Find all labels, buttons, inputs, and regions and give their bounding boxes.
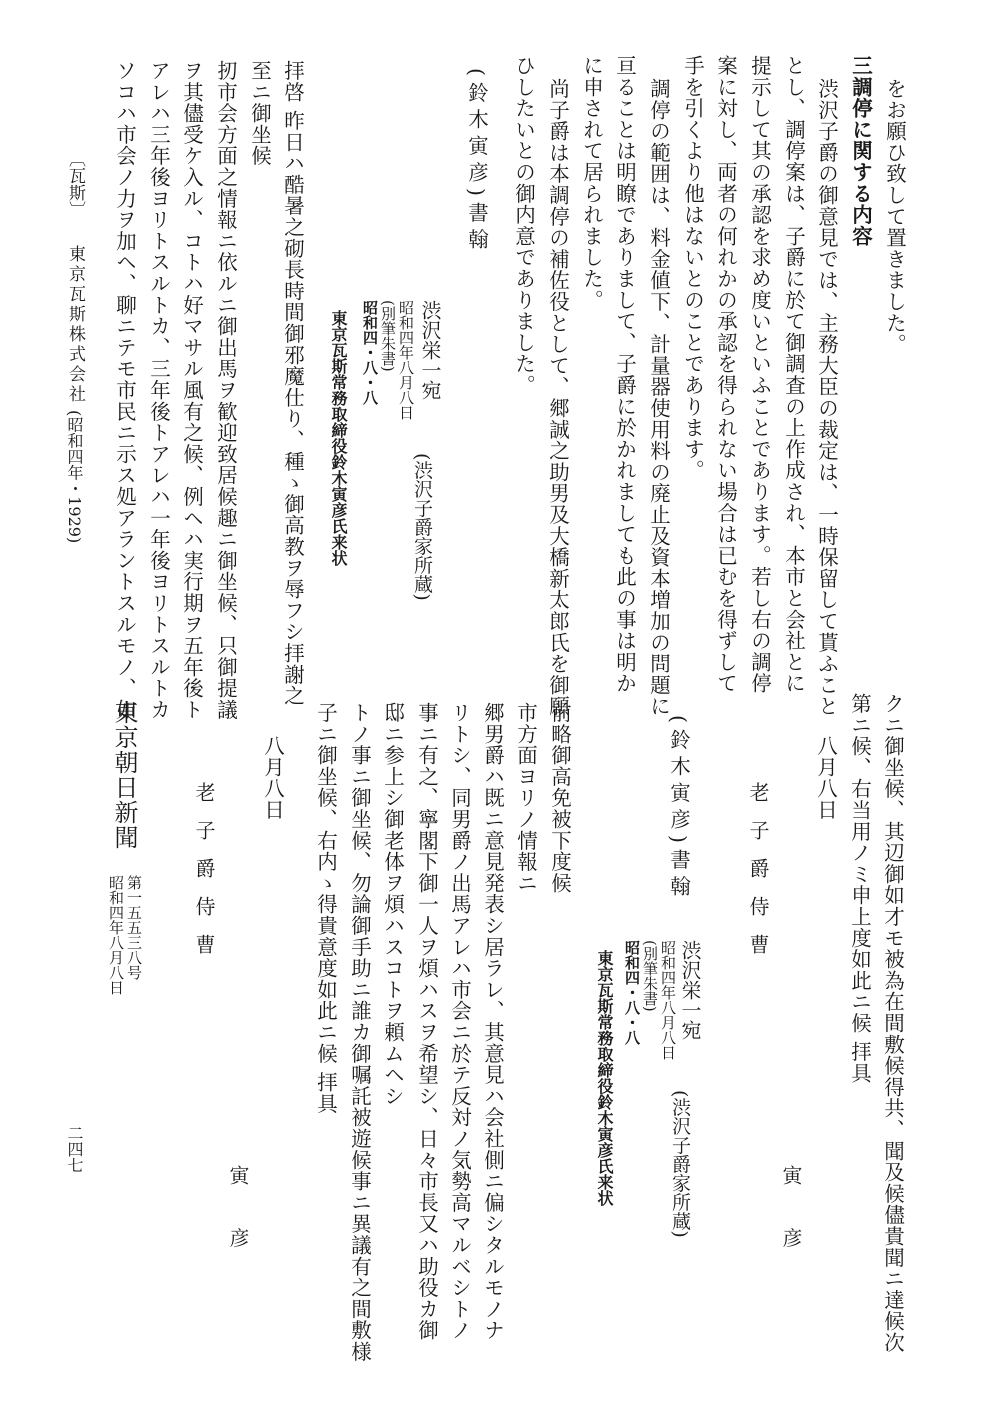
text-column: クニ御坐候、其辺御如才モ被為在間敷候得共、聞及候儘貴聞ニ達候次 [880, 693, 905, 1354]
letter-line: 邸ニ参上シ御老体ヲ煩ハスコトヲ頼ムヘシ [380, 702, 405, 1107]
date-bold: 昭和四・八・八 [361, 300, 379, 405]
date: 八月八日 [813, 735, 838, 821]
text-column: 亘ることは明瞭でありまして、子爵に於かれましても此の事は明か [612, 55, 637, 694]
text-column: 手を引くより他はないとのことであります。 [680, 55, 705, 481]
letter-line: 扨市会方面之情報ニ依ルニ御出馬ヲ歓迎致居候趣ニ御坐候、只御提議 [213, 60, 238, 721]
text-column: 尚子爵は本調停の補佐役として、郷誠之助男及大橋新太郎氏を御願 [545, 78, 570, 717]
letter-line: 市方面ヨリノ情報ニ [513, 702, 538, 894]
source-year: (昭和四年・1929) [65, 410, 84, 544]
text-column: 提示して其の承認を求め度いといふことであります。若し右の調停 [747, 55, 772, 694]
annotation-note: (別筆朱書) [379, 300, 397, 372]
recipient: 老子爵侍曹 [192, 782, 216, 972]
text-column: 案に対し、両者の何れかの承認を得られない場合は已むを得ずして [713, 55, 738, 694]
letter-line: ヲ其儘受ケ入ル、コトハ好マサル風有之候、例ヘハ実行期ヲ五年後ト [179, 60, 204, 721]
letter-title: 東京瓦斯常務取締役鈴木寅彦氏来状 [595, 950, 614, 1206]
letter-line: 拝啓 昨日ハ酷暑之砌長時間御邪魔仕り、種ゝ御高教ヲ辱フシ拝謝之 [280, 60, 305, 707]
letter-title: 東京瓦斯常務取締役鈴木寅彦氏来状 [329, 310, 348, 566]
annotation-note: (別筆朱書) [641, 940, 659, 1012]
sender-name: 寅 彦 [779, 1165, 803, 1266]
letter-line: トノ事ニ御坐候、勿論御手助ニ誰カ御嘱託被遊候事ニ異議有之間敷様 [347, 702, 372, 1363]
text-column: 第ニ候、右当用ノミ申上度如此ニ候 拝具 [847, 693, 872, 1084]
letter-line: 子ニ御坐候、右内ゝ得貴意度如此ニ候 拝具 [313, 702, 338, 1115]
letter-line: ソコハ市会ノ力ヲ加ヘ、聊ニテモ市民ニ示ス処アラントスルモノ、如 [112, 60, 137, 721]
newspaper-issue: 第一五五三八号 [125, 875, 143, 980]
text-column: 渋沢子爵の御意見では、主務大臣の裁定は、一時保留して貰ふこと [814, 78, 839, 717]
date-written: 昭和四年八月八日 [397, 300, 415, 420]
letter-line: 郷男爵ハ既ニ意見発表シ居ラレ、其意見ハ会社側ニ偏シタルモノナ [480, 702, 505, 1341]
text-column: ひしたいとの御内意でありました。 [511, 55, 536, 396]
section-heading: 三調停に関する内容 [848, 55, 873, 247]
date-written: 昭和四年八月八日 [659, 940, 677, 1060]
letter-header: (鈴木寅彦)書翰 [666, 715, 691, 902]
recipient: 老子爵侍曹 [746, 782, 770, 972]
source-note: (渋沢子爵家所蔵) [669, 1090, 691, 1238]
letter-line: 前略御高免被下度候 [547, 702, 572, 894]
addressee: 渋沢栄一宛 [418, 300, 442, 400]
letter-line: 事ニ有之、寧閣下御一人ヲ煩ハスヲ希望シ、日々市長又ハ助役カ御 [414, 702, 439, 1341]
source-bracket: 〔瓦斯〕 [65, 150, 85, 218]
date: 八月八日 [260, 735, 285, 821]
letter-line: リトシ、同男爵ノ出馬アレハ市会ニ於テ反対ノ気勢高マルベシトノ [447, 702, 472, 1341]
text-column: に申されて居られました。 [579, 55, 604, 311]
letter-line: 至ニ御坐候 [247, 60, 272, 167]
sender-name: 寅 彦 [226, 1165, 250, 1266]
letter-header: (鈴木寅彦)書翰 [464, 68, 489, 255]
date-bold: 昭和四・八・八 [623, 940, 641, 1045]
text-column: 調停の範囲は、料金値下、計量器使用料の廃止及資本増加の問題に [646, 78, 671, 717]
source-publisher: 東京瓦斯株式会社 [65, 245, 85, 405]
newspaper-name: 東京朝日新聞 [110, 700, 138, 850]
text-column: をお願ひ致して置きました。 [882, 78, 907, 355]
text-column: とし、調停案は、子爵に於て御調査の上作成され、本市と会社とに [781, 55, 806, 694]
source-note: (渋沢子爵家所蔵) [411, 453, 433, 601]
letter-line: アレハ三年後ヨリトスルトカ、三年後トアレハ一年後ヨリトスルトカ [146, 60, 171, 721]
addressee: 渋沢栄一宛 [678, 940, 702, 1040]
newspaper-date: 昭和四年八月八日 [107, 875, 125, 995]
page-number: 二四七 [65, 1125, 84, 1173]
